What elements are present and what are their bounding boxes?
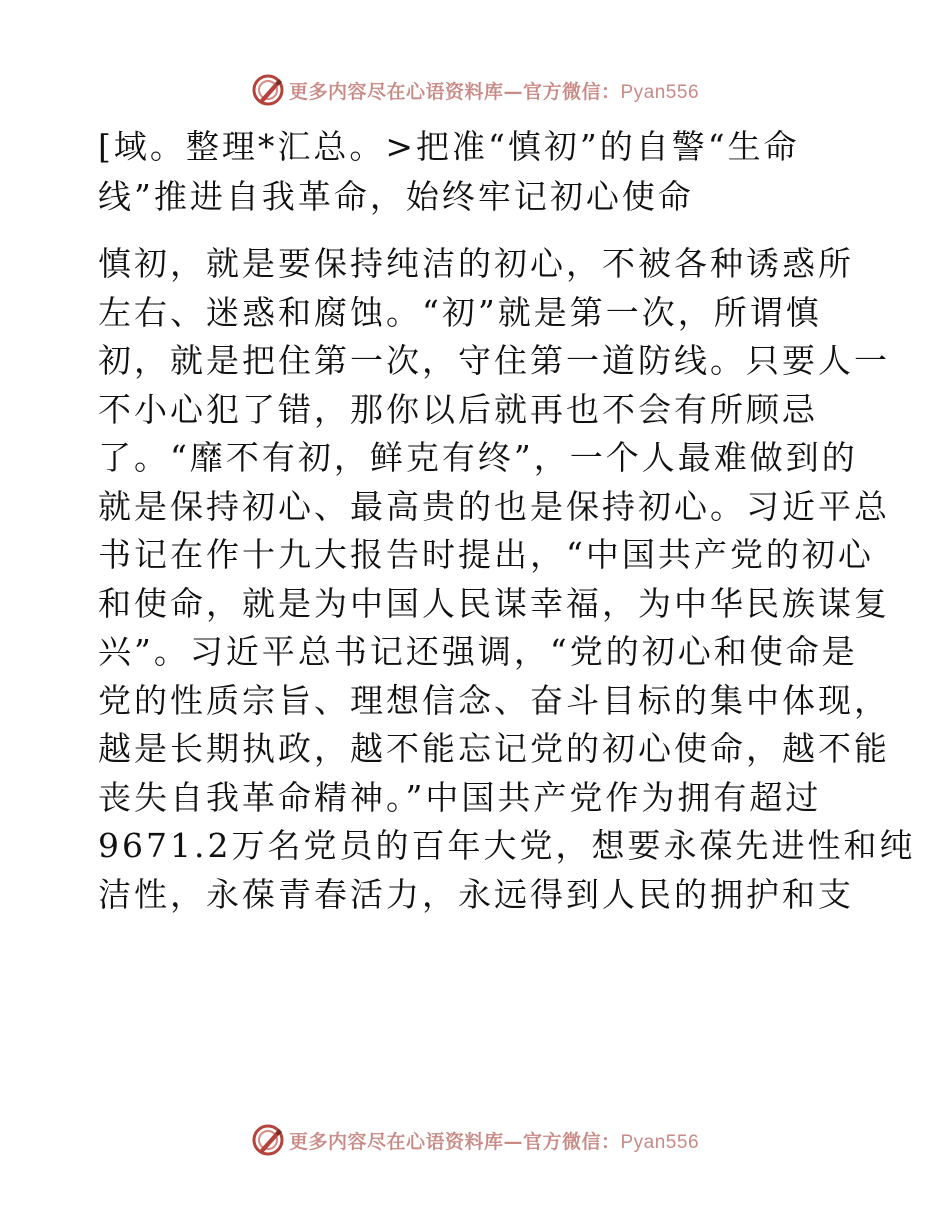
paragraph-line: 和使命，就是为中国人民谋幸福，为中华民族谋复: [98, 583, 890, 623]
watermark-text: 更多内容尽在心语资料库—官方微信：Pyan556: [288, 1130, 700, 1153]
paragraph-line: 党的性质宗旨、理想信念、奋斗目标的集中体现，: [98, 680, 890, 720]
paragraph-line: 9671.2万名党员的百年大党，想要永葆先进性和纯: [98, 826, 916, 865]
pen-logo-icon: [251, 73, 285, 107]
heading-line: 线”推进自我革命，始终牢记初心使命: [98, 177, 694, 216]
paragraph-line: 兴”。习近平总书记还强调，“党的初心和使命是: [98, 632, 858, 671]
paragraph-line: 丧失自我革命精神。”中国共产党作为拥有超过: [98, 777, 822, 817]
section-heading: [98, 122, 868, 222]
paragraph-line: 左右、迷惑和腐蚀。“初”就是第一次，所谓慎: [98, 292, 822, 332]
document-body: [98, 122, 916, 919]
watermark-handle: Pyan556: [620, 81, 700, 103]
footer-watermark: [0, 1120, 950, 1160]
paragraph-line: 初，就是把住第一次，守住第一道防线。只要人一: [98, 341, 890, 380]
paragraph-line: 就是保持初心、最高贵的也是保持初心。习近平总: [98, 486, 890, 526]
paragraph-line: 洁性，永葆青春活力，永远得到人民的拥护和支: [98, 874, 854, 914]
heading-line: [域。整理*汇总。>把准“慎初”的自警“生命: [98, 127, 800, 166]
paragraph-line: 了。“靡不有初，鲜克有终”，一个人最难做到的: [98, 438, 858, 477]
paragraph-line: 越是长期执政，越不能忘记党的初心使命，越不能: [98, 729, 890, 768]
watermark-handle: Pyan556: [620, 1131, 700, 1153]
body-paragraph: [98, 240, 916, 919]
pen-logo-icon: [251, 1123, 285, 1157]
header-watermark: [0, 70, 950, 110]
watermark-text: 更多内容尽在心语资料库—官方微信：Pyan556: [288, 80, 700, 103]
paragraph-line: 书记在作十九大报告时提出，“中国共产党的初心: [98, 535, 874, 574]
paragraph-line: 慎初，就是要保持纯洁的初心，不被各种诱惑所: [98, 244, 854, 283]
paragraph-line: 不小心犯了错，那你以后就再也不会有所顾忌: [98, 389, 818, 429]
